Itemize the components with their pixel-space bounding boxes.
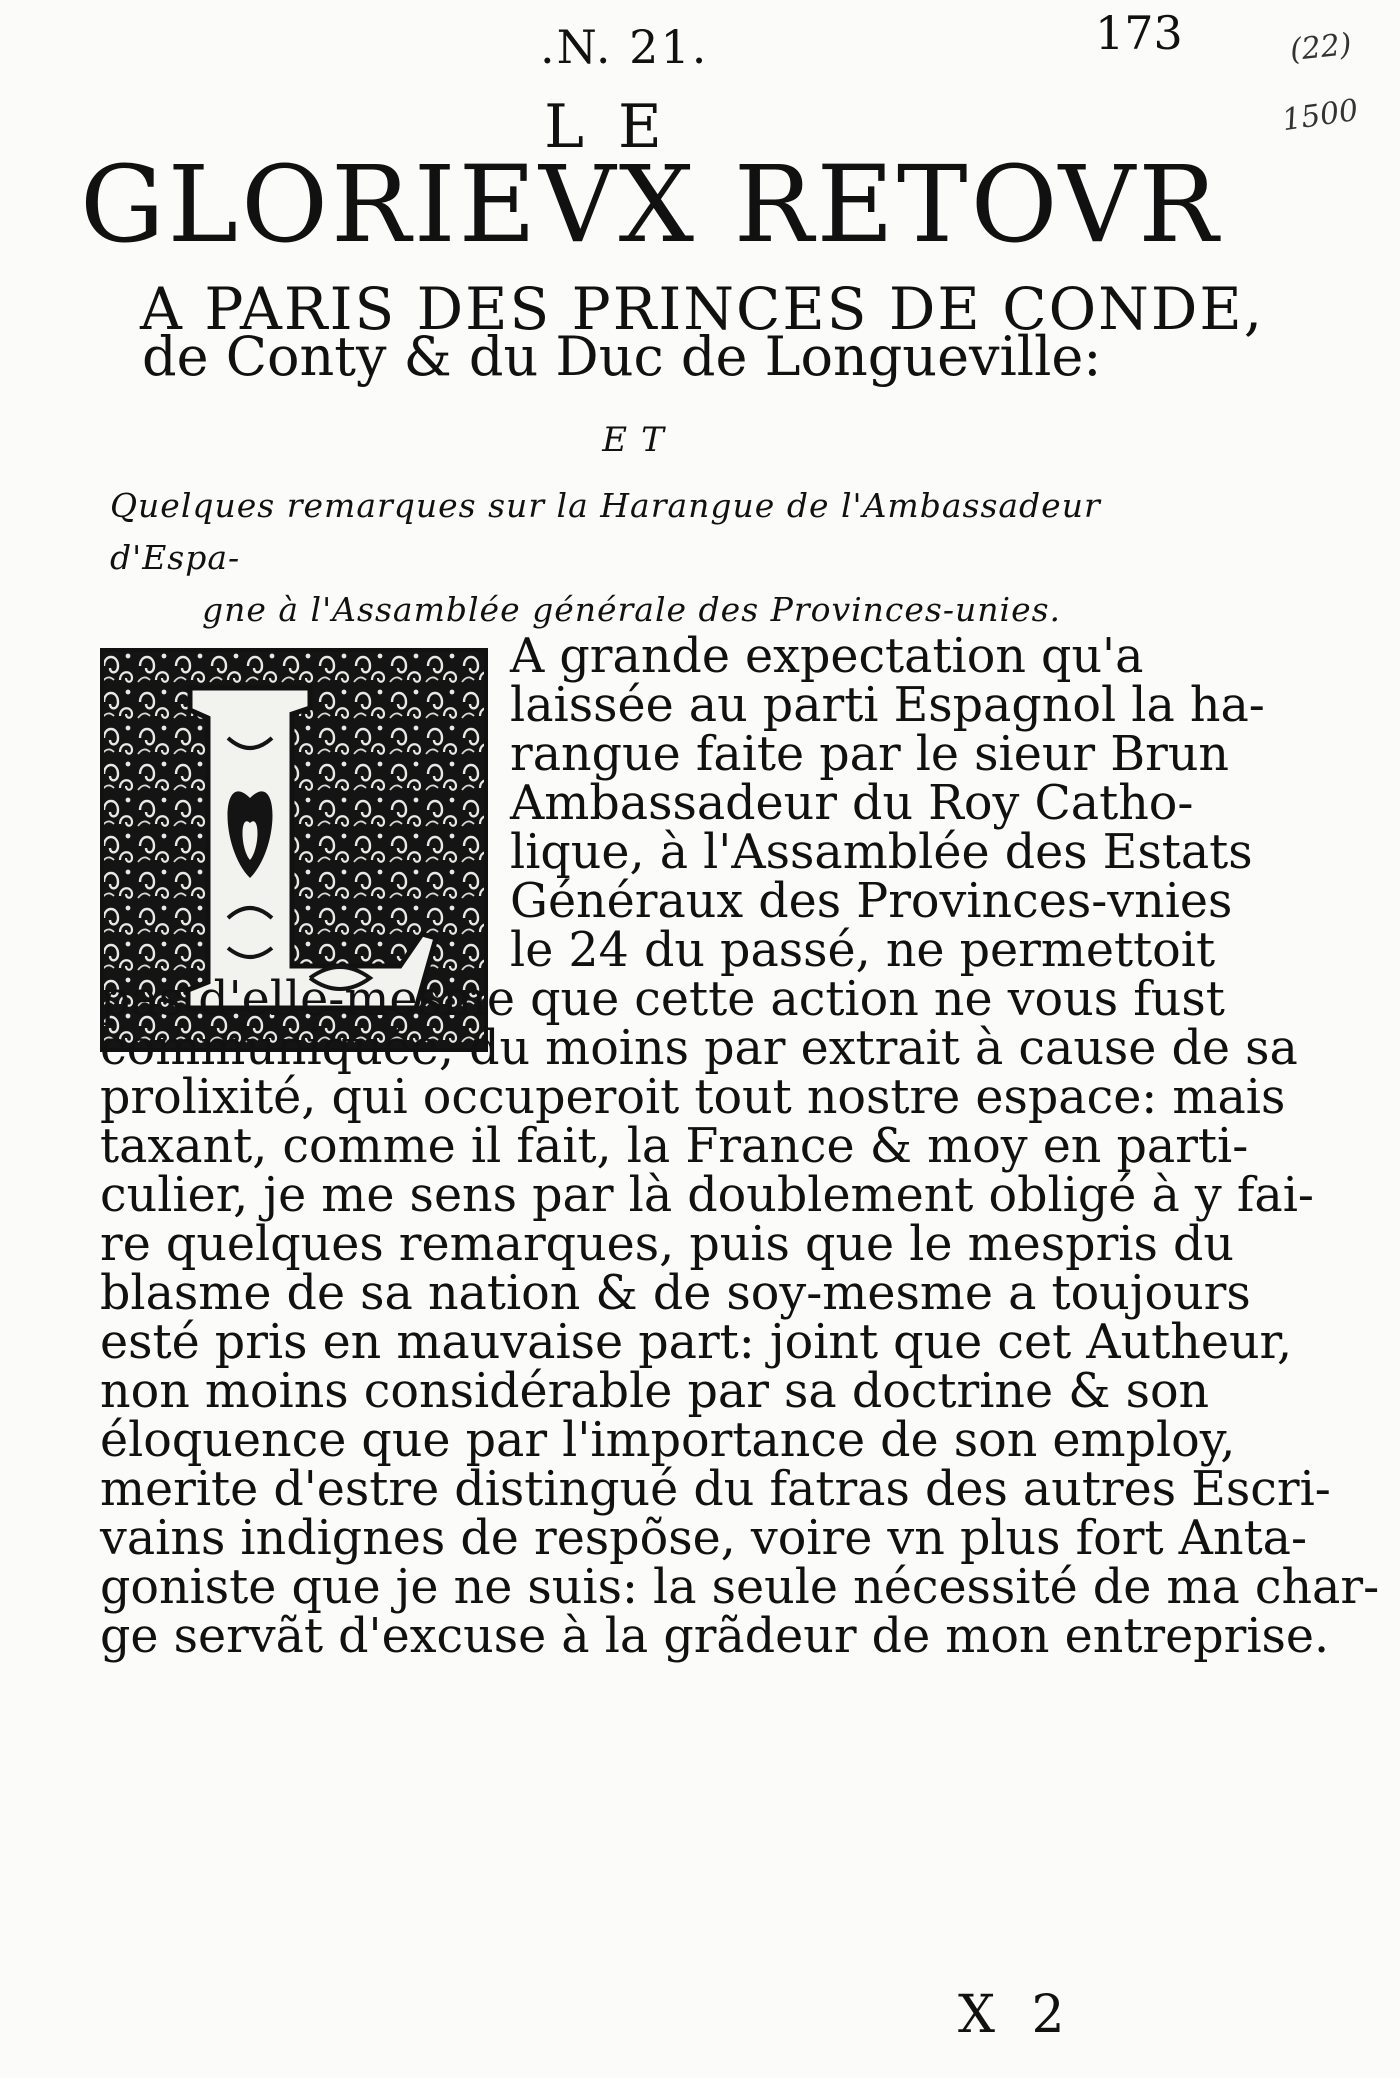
body-text: [100, 629, 1380, 1664]
signature-mark: X 2: [958, 1985, 1075, 2045]
body-line: vains indignes de respõse, voire vn plus fort Anta-: [100, 1511, 1308, 1566]
body-line: A grande expectation qu'a: [510, 629, 1144, 684]
handwritten-margin-note: (22): [1288, 26, 1354, 69]
body-line: le 24 du passé, ne permettoit: [510, 923, 1216, 978]
title-line-2: de Conty & du Duc de Longueville:: [142, 325, 1102, 388]
body-line: laissée au parti Espagnol la ha-: [510, 678, 1265, 733]
title-article: LE: [544, 92, 696, 162]
subtitle-line-1: Quelques remarques sur la Harangue de l'Ambassadeur d'Espa-: [110, 486, 1101, 577]
body-line: esté pris en mauvaise part: joint que cet Autheur,: [100, 1315, 1293, 1370]
body-line: taxant, comme il fait, la France & moy en parti-: [100, 1119, 1249, 1174]
body-line: goniste que je ne suis: la seule nécessité de ma char-: [100, 1560, 1380, 1615]
body-line: merite d'estre distingué du fatras des autres Escri-: [100, 1462, 1331, 1517]
subtitle: [110, 480, 1190, 636]
body-line: Ambassadeur du Roy Catho-: [510, 776, 1194, 831]
body-line: communiquée, du moins par extrait à cause de sa: [100, 1021, 1298, 1076]
body-line: Généraux des Provinces-vnies: [510, 874, 1233, 929]
body-line: re quelques remarques, puis que le mespris du: [100, 1217, 1234, 1272]
body-line: éloquence que par l'importance de son employ,: [100, 1413, 1236, 1468]
body-line: rangue faite par le sieur Brun: [510, 727, 1230, 782]
title-main: GLORIEVX RETOVR: [80, 143, 1222, 266]
title-conjunction: ET: [602, 420, 678, 460]
handwritten-margin-note-year: 1500: [1279, 92, 1361, 139]
subtitle-line-2: gne à l'Assamblée générale des Provinces-unies.: [202, 590, 1062, 629]
body-line: ge servãt d'excuse à la grãdeur de mon entreprise.: [100, 1609, 1330, 1664]
body-line: prolixité, qui occuperoit tout nostre espace: mais: [100, 1070, 1286, 1125]
pamphlet-number: .N. 21.: [540, 20, 709, 74]
body-line: culier, je me sens par là doublement obligé à y fai-: [100, 1168, 1314, 1223]
body-line: pas d'elle-mesme que cette action ne vous fust: [100, 972, 1225, 1027]
body-line: blasme de sa nation & de soy-mesme a toujours: [100, 1266, 1251, 1321]
body-line: lique, à l'Assamblée des Estats: [510, 825, 1253, 880]
page-number: 173: [1095, 6, 1183, 60]
title-line-1: A PARIS DES PRINCES DE CONDE,: [140, 275, 1265, 343]
body-line: non moins considérable par sa doctrine & son: [100, 1364, 1210, 1419]
